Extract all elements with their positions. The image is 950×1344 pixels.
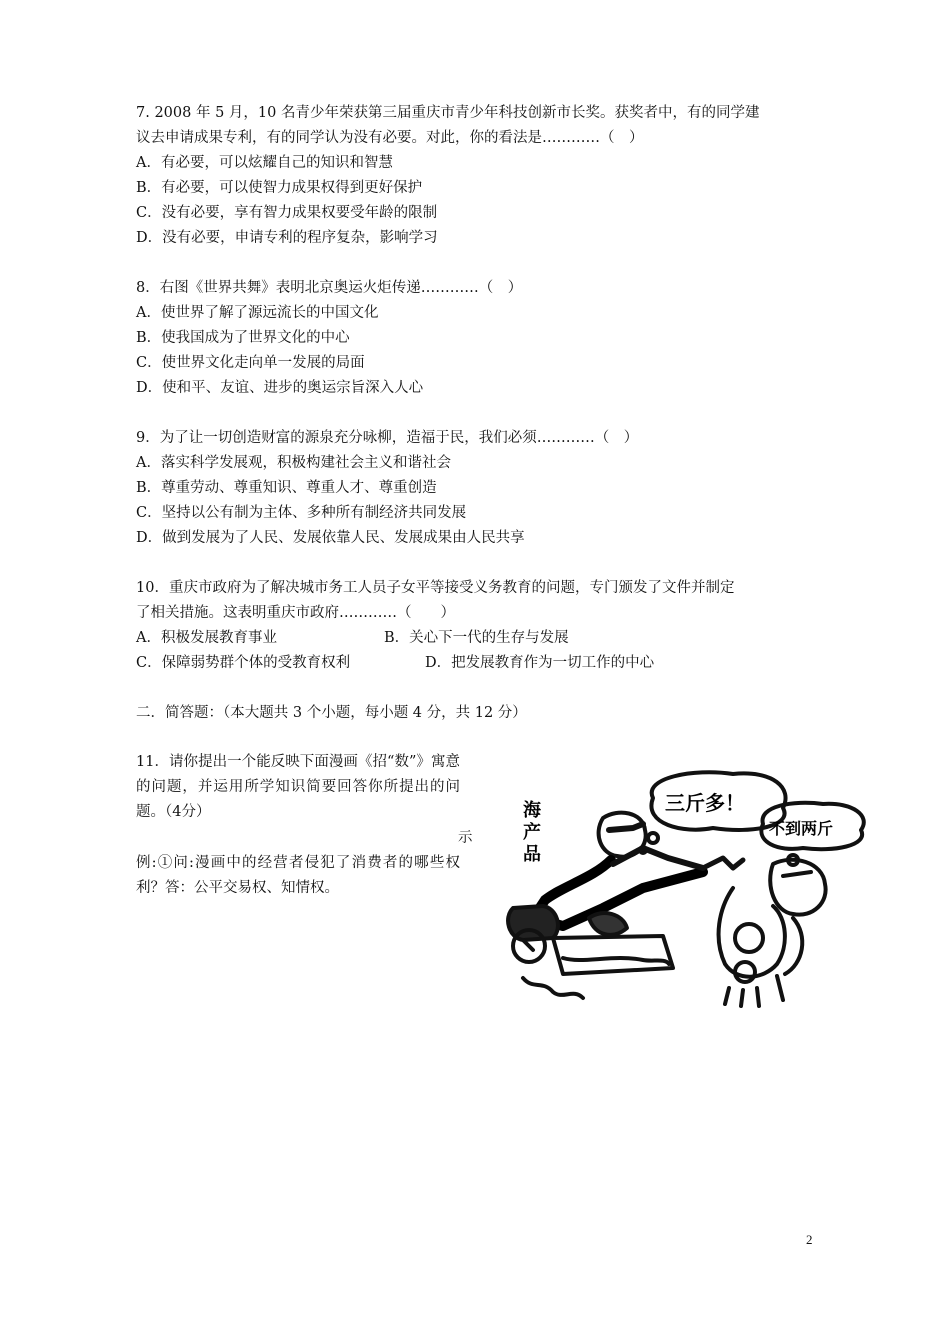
q11-stem (136, 750, 460, 825)
q10-option-c: C．保障弱势群个体的受教育权利 (136, 655, 351, 671)
q8-option-b: B．使我国成为了世界文化的中心 (136, 330, 350, 346)
q9-option-a: A．落实科学发展观，积极构建社会主义和谐社会 (136, 455, 451, 471)
cartoon-sign-text: 海 产 品 (523, 800, 541, 865)
q7-option-b: B．有必要，可以使智力成果权得到更好保护 (136, 180, 423, 196)
q9-stem: 9．为了让一切创造财富的源泉充分咏柳，造福于民，我们必须…………（ ） (136, 430, 639, 446)
q9-option-b: B．尊重劳动、尊重知识、尊重人才、尊重创造 (136, 480, 437, 496)
bubble-1-text: 三斤多！ (665, 791, 745, 815)
q10-option-d: D．把发展教育作为一切工作的中心 (425, 655, 655, 671)
page-number: 2 (806, 1232, 813, 1247)
q7-option-a: A．有必要，可以炫耀自己的知识和智慧 (136, 155, 393, 171)
q9-option-d: D．做到发展为了人民、发展依靠人民、发展成果由人民共享 (136, 530, 525, 546)
q10-option-b: B．关心下一代的生存与发展 (384, 630, 569, 646)
q11-example-text: 例:①问:漫画中的经营者侵犯了消费者的哪些权利？答：公平交易权、知情权。 (136, 855, 460, 896)
q10-option-a: A．积极发展教育事业 (136, 630, 277, 646)
q11-example (136, 851, 460, 901)
section-heading: 二．简答题：（本大题共 3 个小题，每小题 4 分，共 12 分） (136, 705, 527, 721)
q8-option-c: C．使世界文化走向单一发展的局面 (136, 355, 365, 371)
q10-stem-line1: 10．重庆市政府为了解决城市务工人员子女平等接受义务教育的问题，专门颁发了文件并制定 (136, 580, 735, 596)
q8-stem: 8．右图《世界共舞》表明北京奥运火炬传递…………（ ） (136, 280, 523, 296)
bubble-2-text: 不到两斤 (769, 819, 834, 838)
q7-stem-line1: 7. 2008 年 5 月，10 名青少年荣获第三届重庆市青少年科技创新市长奖。获奖者中，有的同学建 (136, 105, 760, 121)
q7-option-d: D．没有必要，申请专利的程序复杂，影响学习 (136, 230, 438, 246)
q10-stem-line2: 了相关措施。这表明重庆市政府…………（ ） (136, 605, 455, 621)
cartoon-image (493, 768, 873, 1008)
q8-option-a: A．使世界了解了源远流长的中国文化 (136, 305, 379, 321)
q11-stray-char: 示 (458, 830, 473, 846)
q8-option-d: D．使和平、友谊、进步的奥运宗旨深入人心 (136, 380, 424, 396)
q7-stem-line2: 议去申请成果专利，有的同学认为没有必要。对此，你的看法是…………（ ） (136, 130, 644, 146)
q7-option-c: C．没有必要，享有智力成果权要受年龄的限制 (136, 205, 438, 221)
q9-option-c: C．坚持以公有制为主体、多种所有制经济共同发展 (136, 505, 467, 521)
q11-text: 11．请你提出一个能反映下面漫画《招“数”》寓意的问题，并运用所学知识简要回答你所提出的问题。（4分） (136, 754, 460, 820)
